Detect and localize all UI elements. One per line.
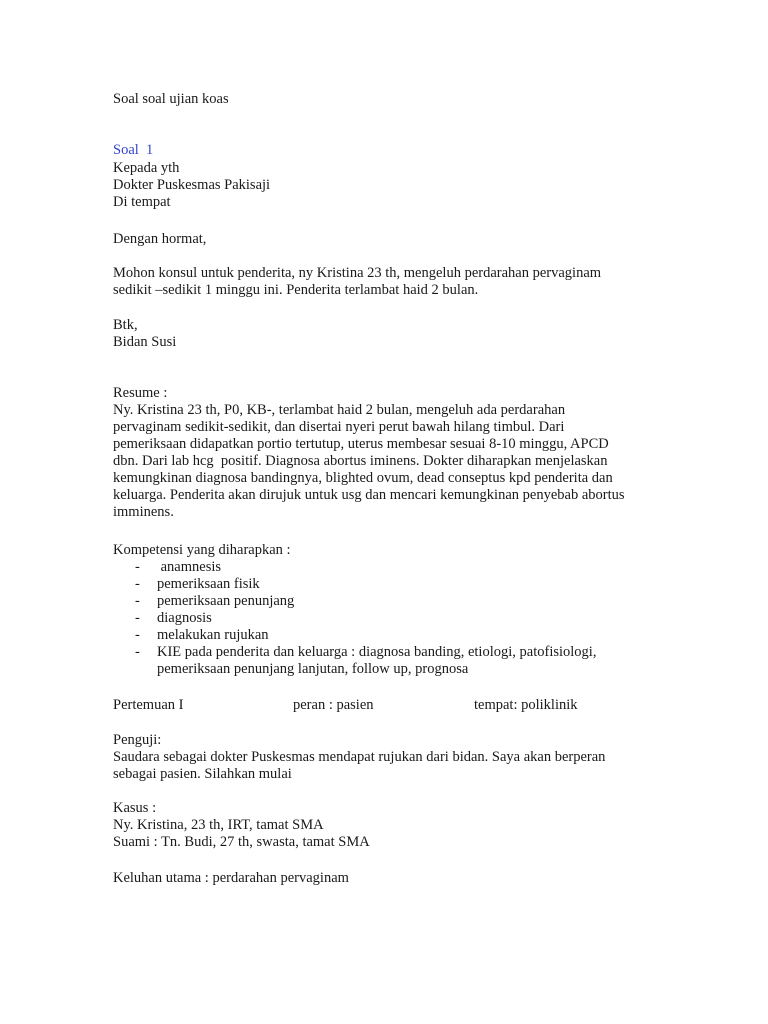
penguji-heading: Penguji: bbox=[113, 732, 162, 748]
resume-heading: Resume : bbox=[113, 385, 168, 401]
penguji-line: sebagai pasien. Silahkan mulai bbox=[113, 766, 292, 782]
tempat-label: tempat: poliklinik bbox=[474, 697, 578, 713]
list-item bbox=[113, 610, 596, 627]
kompetensi-list bbox=[113, 559, 596, 678]
list-item-text: melakukan rujukan bbox=[157, 627, 269, 643]
resume-line: kemungkinan diagnosa bandingnya, blighted ovum, dead conseptus kpd penderita dan bbox=[113, 470, 613, 486]
penguji-line: Saudara sebagai dokter Puskesmas mendapat rujukan dari bidan. Saya akan berperan bbox=[113, 749, 606, 765]
kasus-heading: Kasus : bbox=[113, 800, 157, 816]
list-item-text: pemeriksaan fisik bbox=[157, 576, 260, 592]
greeting-text: Dengan hormat, bbox=[113, 231, 207, 247]
list-item-text: pemeriksaan penunjang bbox=[157, 593, 295, 609]
signoff-block bbox=[113, 317, 176, 351]
address-line: Di tempat bbox=[113, 194, 171, 210]
resume-line: pemeriksaan didapatkan portio tertutup, uterus membesar sesuai 8-10 minggu, APCD bbox=[113, 436, 609, 452]
kasus-line: Suami : Tn. Budi, 27 th, swasta, tamat SMA bbox=[113, 834, 370, 850]
signoff-line: Btk, bbox=[113, 317, 138, 333]
document-title: Soal soal ujian koas bbox=[113, 91, 229, 107]
list-bullet: - bbox=[135, 559, 140, 575]
address-line: Dokter Puskesmas Pakisaji bbox=[113, 177, 271, 193]
kompetensi-heading: Kompetensi yang diharapkan : bbox=[113, 542, 291, 558]
signoff-line: Bidan Susi bbox=[113, 334, 177, 350]
request-paragraph bbox=[113, 265, 601, 299]
resume-block bbox=[113, 385, 625, 521]
resume-line: Ny. Kristina 23 th, P0, KB-, terlambat haid 2 bulan, mengeluh ada perdarahan bbox=[113, 402, 566, 418]
list-item bbox=[113, 576, 596, 593]
list-item-text: diagnosis bbox=[157, 610, 212, 626]
pertemuan-row bbox=[113, 697, 578, 714]
request-line: sedikit –sedikit 1 minggu ini. Penderita terlambat haid 2 bulan. bbox=[113, 282, 479, 298]
kompetensi-block bbox=[113, 542, 596, 678]
list-bullet: - bbox=[135, 576, 140, 592]
request-line: Mohon konsul untuk penderita, ny Kristina 23 th, mengeluh perdarahan pervaginam bbox=[113, 265, 602, 281]
list-bullet: - bbox=[135, 644, 140, 660]
pertemuan-label: Pertemuan I bbox=[113, 697, 184, 713]
list-item bbox=[113, 627, 596, 644]
resume-line: keluarga. Penderita akan dirujuk untuk usg dan mencari kemungkinan penyebab abortus bbox=[113, 487, 625, 503]
address-block bbox=[113, 160, 270, 211]
list-item-text: KIE pada penderita dan keluarga : diagnosa banding, etiologi, patofisiologi, pemeriksaan penunjang lanjutan, follow up, prognosa bbox=[157, 644, 597, 677]
keluhan-block bbox=[113, 870, 349, 887]
penguji-block bbox=[113, 732, 605, 783]
list-bullet: - bbox=[135, 610, 140, 626]
resume-line: imminens. bbox=[113, 504, 174, 520]
kasus-block bbox=[113, 800, 370, 851]
list-item bbox=[113, 559, 596, 576]
list-bullet: - bbox=[135, 627, 140, 643]
resume-line: dbn. Dari lab hcg positif. Diagnosa abortus iminens. Dokter diharapkan menjelaskan bbox=[113, 453, 608, 469]
address-line: Kepada yth bbox=[113, 160, 180, 176]
list-item bbox=[113, 644, 596, 678]
resume-line: pervaginam sedikit-sedikit, dan disertai nyeri perut bawah hilang timbul. Dari bbox=[113, 419, 565, 435]
list-bullet: - bbox=[135, 593, 140, 609]
list-item bbox=[113, 593, 596, 610]
peran-label: peran : pasien bbox=[293, 697, 374, 713]
keluhan-text: Keluhan utama : perdarahan pervaginam bbox=[113, 870, 349, 886]
kasus-line: Ny. Kristina, 23 th, IRT, tamat SMA bbox=[113, 817, 324, 833]
greeting-block bbox=[113, 231, 206, 248]
soal-heading: Soal 1 bbox=[113, 142, 154, 158]
list-item-text: anamnesis bbox=[157, 559, 222, 575]
